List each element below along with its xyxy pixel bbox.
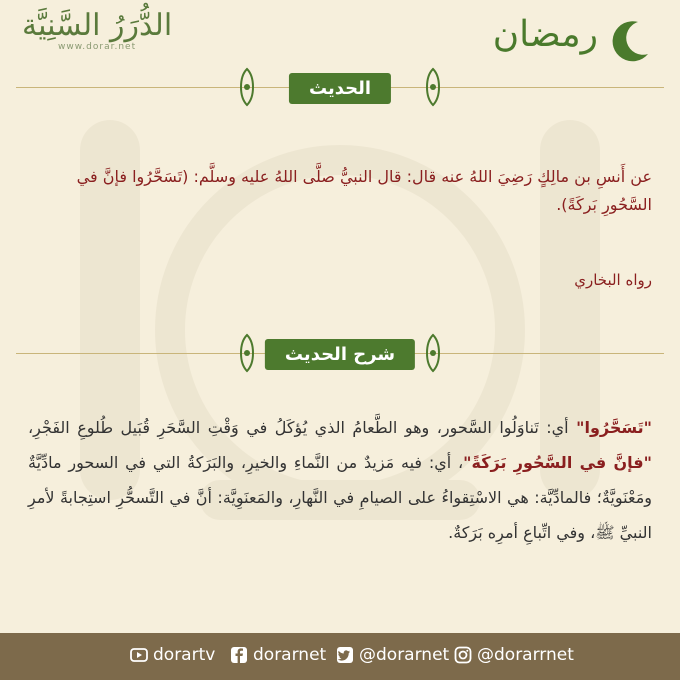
ornament-icon	[424, 67, 442, 107]
explanation-part: ، أي: فيه مَزيدٌ من النَّماءِ والخيرِ، والبَرَكةُ التي في السحور مادِّيَّةٌ ومَعْنَويَّةٌ؛ فالمادِّيَّة: هي الاسْتِقواءُ على الصيامِ في النَّهارِ، والمَعنَوِيَّة: أنَّ في التَّسحُّرِ استِجابةً لأمرِ النبيِّ ﷺ، وفي اتِّباعِ أمرِه بَرَكةٌ.	[28, 453, 652, 542]
instagram-handle: @dorarrnet	[477, 645, 574, 665]
instagram-link[interactable]	[454, 645, 574, 665]
youtube-link[interactable]	[130, 645, 215, 665]
twitter-icon	[336, 646, 354, 664]
ramadan-logo	[458, 8, 658, 66]
explanation-part: أي: تَناوَلُوا السَّحور، وهو الطَّعامُ الذي يُؤكَلُ في وَقْتِ السَّحَرِ قُبَيل طُلوعِ الفَجْرِ،	[28, 418, 577, 437]
explanation-keyword: "تَسَحَّرُوا"	[576, 418, 652, 437]
facebook-handle: dorarnet	[253, 645, 327, 665]
twitter-link[interactable]	[336, 645, 449, 665]
twitter-handle: @dorarnet	[359, 645, 450, 665]
narrator-text: رواه البخاري	[574, 271, 652, 289]
dorar-logo-url: www.dorar.net	[58, 42, 137, 52]
ornament-icon	[238, 67, 256, 107]
ramadan-logo-text: رمضان	[492, 14, 598, 55]
explanation-text	[28, 410, 652, 550]
dorar-logo-text: الدُّرَرُ السَّنِيَّة	[22, 8, 173, 43]
facebook-link[interactable]	[230, 645, 326, 665]
ornament-icon	[238, 333, 256, 373]
facebook-icon	[230, 646, 248, 664]
ornament-icon	[424, 333, 442, 373]
section-title-explanation: شرح الحديث	[265, 339, 415, 370]
section-title-hadith: الحديث	[289, 73, 391, 104]
youtube-handle: dorartv	[153, 645, 216, 665]
youtube-icon	[130, 646, 148, 664]
dorar-logo	[22, 8, 172, 52]
footer-social-bar	[0, 633, 680, 680]
hadith-text: عن أَنسِ بن مالِكٍ رَضِيَ اللهُ عنه قال: قال النبيُّ صلَّى اللهُ عليه وسلَّم: (تَسَحَّرُوا فإنَّ في السَّحُورِ بَركَةً).	[76, 167, 652, 214]
crescent-icon	[604, 16, 654, 66]
instagram-icon	[454, 646, 472, 664]
explanation-keyword: "فإنَّ في السَّحُورِ بَرَكَةً"	[463, 453, 652, 472]
